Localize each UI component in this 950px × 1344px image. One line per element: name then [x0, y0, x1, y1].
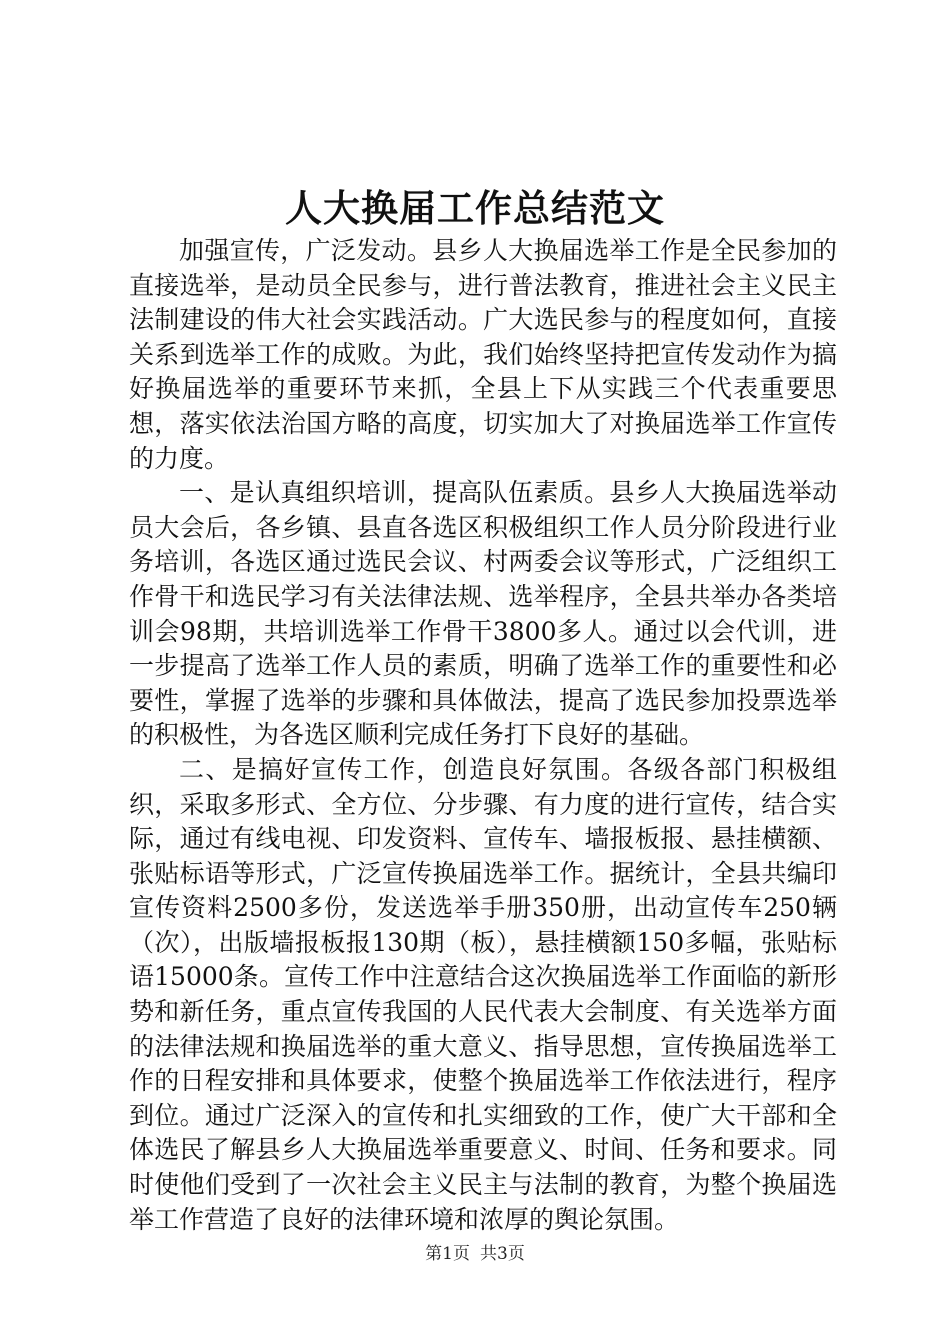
paragraph-training: 一、是认真组织培训，提高队伍素质。县乡人大换届选举动员大会后，各乡镇、县直各选区积极组织工作人员分阶段进行业务培训，各选区通过选民会议、村两委会议等形式，广泛组织工作骨干和选民学习有关法律法规、选举程序，全县共举办各类培训会98期，共培训选举工作骨干3800多人。通过以会代训，进一步提高了选举工作人员的素质，明确了选举工作的重要性和必要性，掌握了选举的步骤和具体做法，提高了选民参加投票选举的积极性，为各选区顺利完成任务打下良好的基础。 [129, 478, 837, 750]
page-footer [0, 1240, 950, 1268]
paragraph-intro: 加强宣传，广泛发动。县乡人大换届选举工作是全民参加的直接选举，是动员全民参与，进行普法教育，推进社会主义民主法制建设的伟大社会实践活动。广大选民参与的程度如何，直接关系到选举工作的成败。为此，我们始终坚持把宣传发动作为搞好换届选举的重要环节来抓，全县上下从实践三个代表重要思想，落实依法治国方略的高度，切实加大了对换届选举工作宣传的力度。 [129, 236, 837, 473]
paragraph-publicity: 二、是搞好宣传工作，创造良好氛围。各级各部门积极组织，采取多形式、全方位、分步骤、有力度的进行宣传，结合实际，通过有线电视、印发资料、宣传车、墙报板报、悬挂横额、张贴标语等形式，广泛宣传换届选举工作。据统计，全县共编印宣传资料2500多份，发送选举手册350册，出动宣传车250辆（次），出版墙报板报130期（板），悬挂横额150多幅，张贴标语15000条。宣传工作中注意结合这次换届选举工作面临的新形势和新任务，重点宣传我国的人民代表大会制度、有关选举方面的法律法规和换届选举的重大意义、指导思想，宣传换届选举工作的日程安排和具体要求，使整个换届选举工作依法进行，程序到位。通过广泛深入的宣传和扎实细致的工作，使广大干部和全体选民了解县乡人大换届选举重要意义、时间、任务和要求。同时使他们受到了一次社会主义民主与法制的教育，为整个换届选举工作营造了良好的法律环境和浓厚的舆论氛围。 [129, 754, 837, 1234]
page-total: 共3页 [480, 1244, 525, 1264]
document-title: 人大换届工作总结范文 [285, 186, 665, 230]
document-body [129, 234, 837, 1237]
page-number: 第1页 [425, 1244, 470, 1264]
